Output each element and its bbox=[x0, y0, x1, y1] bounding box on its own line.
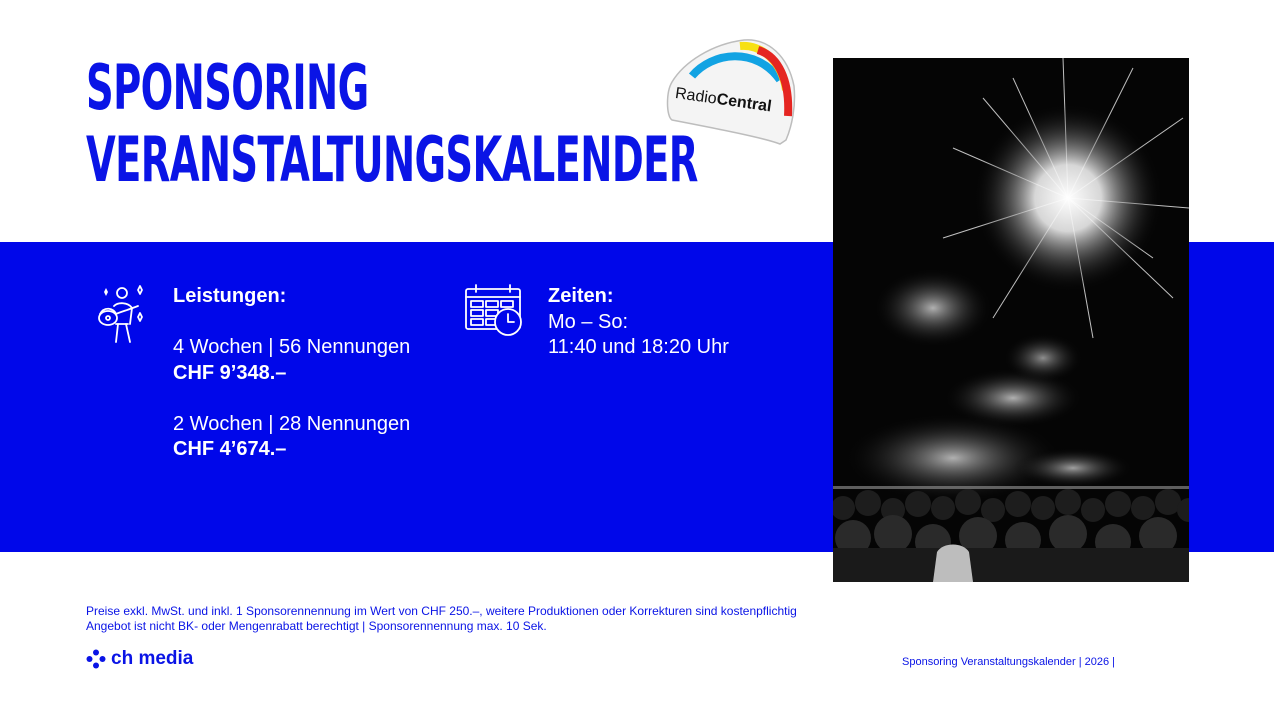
offer-label: 4 Wochen | 56 Nennungen bbox=[173, 336, 411, 358]
footnote bbox=[86, 604, 797, 634]
fireworks-photo bbox=[833, 58, 1189, 582]
offer-price: CHF 4’674.– bbox=[173, 438, 287, 460]
guitar-player-icon bbox=[94, 284, 150, 351]
title-line-2: VERANSTALTUNGSKALENDER bbox=[86, 123, 698, 196]
title-line-1: SPONSORING bbox=[86, 51, 369, 124]
services-block bbox=[173, 284, 410, 463]
footer-page-label: Sponsoring Veranstaltungskalender | 2026 | bbox=[902, 656, 1116, 668]
footnote-line-1: Preise exkl. MwSt. und inkl. 1 Sponsorennennung im Wert von CHF 250.–, weitere Produktionen oder Korrekturen sind kostenpflichtig bbox=[86, 604, 797, 618]
ch-media-logo bbox=[86, 648, 193, 670]
spacer bbox=[173, 310, 410, 336]
offer-price: CHF 9’348.– bbox=[173, 361, 287, 384]
ch-media-dots-icon bbox=[86, 649, 106, 669]
calendar-clock-icon bbox=[464, 284, 524, 343]
logo-text-central: Central bbox=[715, 90, 773, 116]
times-hours: 11:40 und 18:20 Uhr bbox=[548, 336, 729, 358]
footnote-line-2: Angebot ist nicht BK- oder Mengenrabatt berechtigt | Sponsorennennung max. 10 Sek. bbox=[86, 619, 547, 633]
brand-name: ch media bbox=[111, 648, 194, 669]
times-block bbox=[548, 284, 729, 361]
spacer bbox=[173, 386, 410, 412]
times-heading: Zeiten: bbox=[548, 285, 614, 307]
times-days: Mo – So: bbox=[548, 310, 629, 333]
logo-text-radio: Radio bbox=[674, 85, 718, 108]
offer-label: 2 Wochen | 28 Nennungen bbox=[173, 412, 411, 435]
radio-central-logo bbox=[664, 36, 800, 148]
services-heading: Leistungen: bbox=[173, 285, 287, 307]
